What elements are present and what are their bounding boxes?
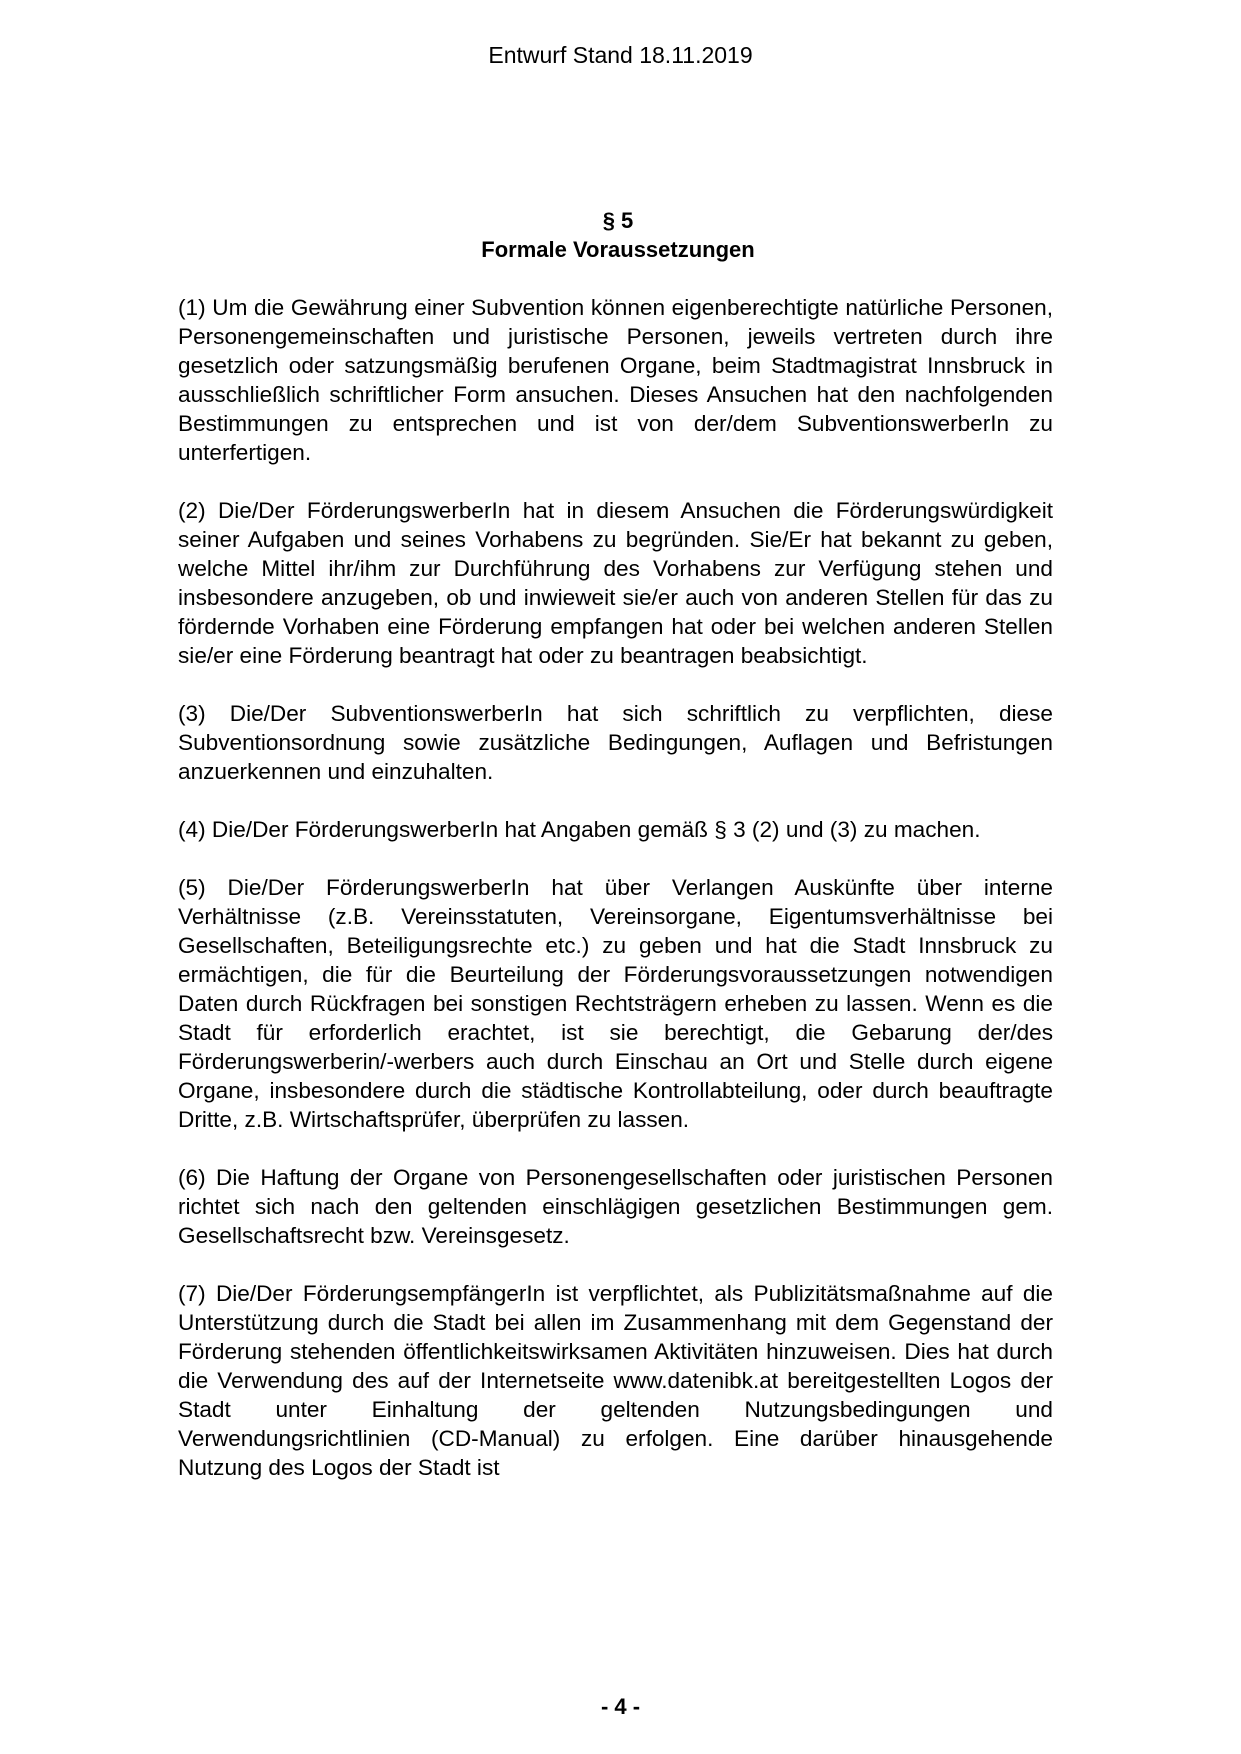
paragraph-4: (4) Die/Der FörderungswerberIn hat Angaben gemäß § 3 (2) und (3) zu machen.: [178, 817, 981, 842]
paragraph-1: (1) Um die Gewährung einer Subvention können eigenberechtigte natürliche Personen, Personengemeinschaften und juristische Personen, jeweils vertreten durch ihre gesetzlich oder satzungsmäßig berufenen Organe, beim Stadtmagistrat Innsbruck in ausschließlich schriftlicher Form ansuchen. Dieses Ansuchen hat den nachfolgenden Bestimmungen zu entsprechen und ist von der/dem SubventionswerberIn zu unterfertigen.: [178, 295, 1053, 465]
section-heading: [178, 206, 1058, 264]
paragraph-6: (6) Die Haftung der Organe von Personengesellschaften oder juristischen Personen richtet sich nach den geltenden einschlägigen gesetzlichen Bestimmungen gem. Gesellschaftsrecht bzw. Vereinsgesetz.: [178, 1165, 1053, 1248]
paragraph-2: (2) Die/Der FörderungswerberIn hat in diesem Ansuchen die Förderungswürdigkeit seiner Aufgaben und seines Vorhabens zu begründen. Sie/Er hat bekannt zu geben, welche Mittel ihr/ihm zur Durchführung des Vorhabens zur Verfügung stehen und insbesondere anzugeben, ob und inwieweit sie/er auch von anderen Stellen für das zu fördernde Vorhaben eine Förderung empfangen hat oder bei welchen anderen Stellen sie/er eine Förderung beantragt hat oder zu beantragen beabsichtigt.: [178, 498, 1053, 668]
paragraph-3: (3) Die/Der SubventionswerberIn hat sich schriftlich zu verpflichten, diese Subventionsordnung sowie zusätzliche Bedingungen, Auflagen und Befristungen anzuerkennen und einzuhalten.: [178, 701, 1053, 784]
section-number: § 5: [602, 208, 634, 233]
page-number: - 4 -: [600, 1694, 641, 1719]
draft-header: Entwurf Stand 18.11.2019: [488, 42, 753, 68]
document-body: [178, 293, 1053, 1511]
section-title: Formale Voraussetzungen: [481, 237, 755, 262]
paragraph-7: (7) Die/Der FörderungsempfängerIn ist verpflichtet, als Publizitätsmaßnahme auf die Unterstützung durch die Stadt bei allen im Zusammenhang mit dem Gegenstand der Förderung stehenden öffentlichkeitswirksamen Aktivitäten hinzuweisen. Dies hat durch die Verwendung des auf der Internetseite www.datenibk.at bereitgestellten Logos der Stadt unter Einhaltung der geltenden Nutzungsbedingungen und Verwendungsrichtlinien (CD-Manual) zu erfolgen. Eine darüber hinausgehende Nutzung des Logos der Stadt ist: [178, 1281, 1053, 1480]
paragraph-5: (5) Die/Der FörderungswerberIn hat über Verlangen Auskünfte über interne Verhältnisse (z.B. Vereinsstatuten, Vereinsorgane, Eigentumsverhältnisse bei Gesellschaften, Beteiligungsrechte etc.) zu geben und hat die Stadt Innsbruck zu ermächtigen, die für die Beurteilung der Förderungsvoraussetzungen notwendigen Daten durch Rückfragen bei sonstigen Rechtsträgern erheben zu lassen. Wenn es die Stadt für erforderlich erachtet, ist sie berechtigt, die Gebarung der/des Förderungswerberin/-werbers auch durch Einschau an Ort und Stelle durch eigene Organe, insbesondere durch die städtische Kontrollabteilung, oder durch beauftragte Dritte, z.B. Wirtschaftsprüfer, überprüfen zu lassen.: [178, 875, 1053, 1132]
